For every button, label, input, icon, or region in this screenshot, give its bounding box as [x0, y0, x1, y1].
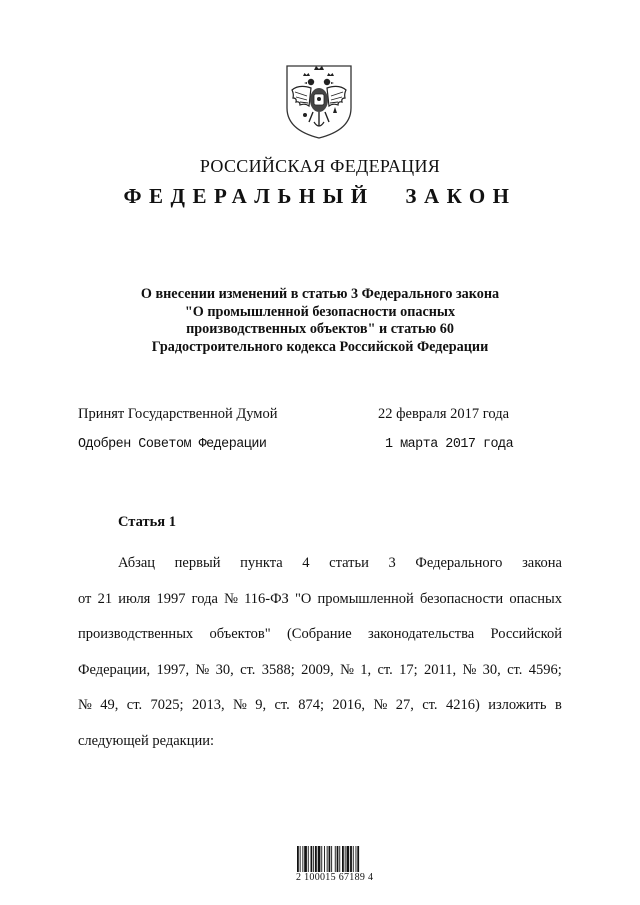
article-body [78, 546, 562, 759]
article-line: Федерации, 1997, № 30, ст. 3588; 2009, № 1, ст. 17; 2011, № 30, ст. 4596; [78, 661, 562, 678]
duma-adoption-label: Принят Государственной Думой [78, 406, 278, 422]
law-title-line: О внесении изменений в статью 3 Федерального закона [140, 286, 500, 302]
law-title-line: "О промышленной безопасности опасных [184, 303, 456, 320]
article-line: № 49, ст. 7025; 2013, № 9, ст. 874; 2016, № 27, ст. 4216) изложить в [78, 697, 562, 713]
article-line: следующей редакции: [78, 732, 215, 749]
duma-adoption-date: 22 февраля 2017 года [378, 406, 510, 422]
article-heading: Статья 1 [118, 514, 176, 530]
law-title-line: производственных объектов" и статью 60 [186, 321, 454, 337]
law-title-line: Градостроительного кодекса Российской Федерации [151, 338, 489, 355]
barcode [297, 846, 369, 872]
council-approval-date: 1 марта 2017 года [385, 437, 514, 452]
coat-of-arms-icon [281, 60, 357, 140]
article-line: от 21 июля 1997 года № 116-ФЗ "О промышленной безопасности опасных [78, 590, 562, 607]
article-line: производственных объектов" (Собрание законодательства Российской [78, 626, 562, 642]
law-title [0, 286, 640, 356]
document-type: ФЕДЕРАЛЬНЫЙ ЗАКОН [123, 184, 517, 208]
council-approval-label: Одобрен Советом Федерации [78, 437, 267, 452]
barcode-number: 2 100015 67189 4 [296, 872, 374, 883]
country-name: РОССИЙСКАЯ ФЕДЕРАЦИЯ [199, 156, 441, 176]
article-line: Абзац первый пункта 4 статьи 3 Федерального закона [118, 555, 562, 571]
